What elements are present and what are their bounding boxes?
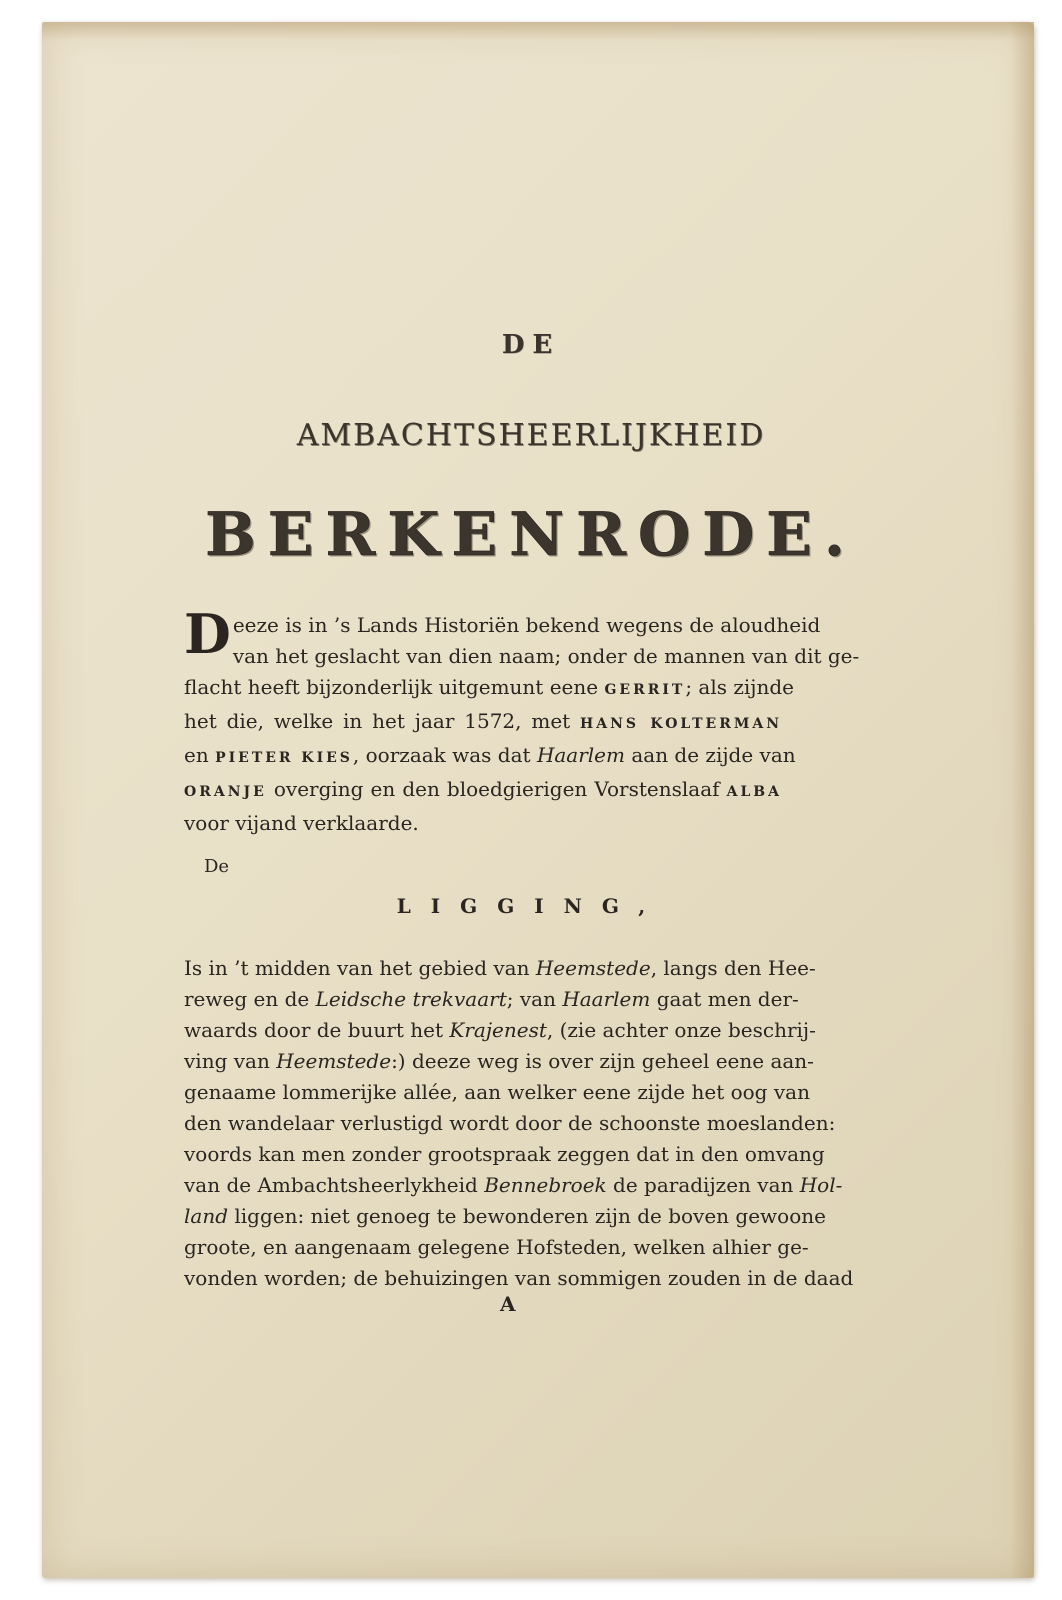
paragraph-2-line xyxy=(184,984,799,1015)
paragraph-1 xyxy=(184,602,860,839)
text-run: van het geslacht van dien naam; onder de mannen van dit ge- xyxy=(232,644,860,668)
italic-place-name: land xyxy=(184,1204,229,1228)
italic-place-name: Bennebroek xyxy=(484,1173,607,1197)
paragraph-1-line xyxy=(184,774,782,808)
text-run: van de Ambachtsheerlykheid xyxy=(184,1173,485,1197)
text-run: , oorzaak was dat xyxy=(352,743,537,767)
text-run: , (zie achter onze beschrij- xyxy=(546,1018,816,1042)
text-run: ; van xyxy=(506,987,563,1011)
text-run: den wandelaar verlustigd wordt door de schoonste moeslanden: xyxy=(184,1111,836,1135)
italic-place-name: Heemstede xyxy=(535,956,651,980)
text-run: vonden worden; de behuizingen van sommigen zouden in de daad xyxy=(184,1266,854,1290)
small-caps-name: GERRIT xyxy=(604,682,686,698)
italic-place-name: Heemstede xyxy=(276,1049,392,1073)
text-run: :) deeze weg is over zijn geheel eene aan- xyxy=(391,1049,814,1073)
small-caps-name: ORANJE xyxy=(184,784,267,800)
small-caps-name: ALBA xyxy=(726,784,782,800)
paragraph-2-line xyxy=(184,1046,814,1077)
title-line-1: AMBACHTSHEERLIJKHEID xyxy=(296,418,766,453)
small-caps-name: HANS KOLTERMAN xyxy=(580,716,782,732)
paragraph-2-line xyxy=(184,1232,809,1263)
paragraph-2-line xyxy=(184,1201,826,1232)
text-run: flacht heeft bijzonderlijk uitgemunt eene xyxy=(184,675,605,699)
text-run: liggen: niet genoeg te bewonderen zijn de boven gewoone xyxy=(228,1204,826,1228)
signature-mark: A xyxy=(500,1292,516,1316)
paragraph-1-lines xyxy=(184,602,860,839)
text-run: voor vijand verklaarde. xyxy=(184,811,419,835)
paragraph-2-line xyxy=(184,1170,843,1201)
text-run: voords kan men zonder grootspraak zeggen dat in den omvang xyxy=(184,1142,825,1166)
text-run: eeze is in ’s Lands Historiën bekend wegens de aloudheid xyxy=(232,613,821,637)
italic-place-name: Haarlem xyxy=(536,743,625,767)
text-run: de paradijzen van xyxy=(606,1173,800,1197)
title-de: DE xyxy=(501,330,561,360)
section-heading: LIGGING, xyxy=(396,894,666,918)
paragraph-1-line xyxy=(184,706,782,740)
text-run: aan de zijde van xyxy=(624,743,796,767)
paragraph-2-line xyxy=(184,1108,836,1139)
paragraph-1-line xyxy=(184,740,796,774)
text-run: genaame lommerijke allée, aan welker eene zijde het oog van xyxy=(184,1080,810,1104)
text-run: ving van xyxy=(184,1049,277,1073)
small-caps-name: PIETER KIES xyxy=(215,750,353,766)
text-run: waards door de buurt het xyxy=(184,1018,450,1042)
text-run: ; als zijnde xyxy=(685,675,795,699)
paragraph-2 xyxy=(184,953,854,1294)
paragraph-1-line xyxy=(184,672,795,706)
catchword: De xyxy=(204,856,230,877)
paragraph-2-line xyxy=(184,953,816,984)
text-run: gaat men der- xyxy=(650,987,799,1011)
text-run: Is in ’t midden van het gebied van xyxy=(184,956,536,980)
text-run: het die, welke in het jaar 1572, met xyxy=(184,709,581,733)
paragraph-2-lines xyxy=(184,953,854,1294)
italic-place-name: Hol- xyxy=(799,1173,843,1197)
paragraph-1-line xyxy=(184,610,821,641)
drop-cap: D xyxy=(184,602,231,666)
text-run: , langs den Hee- xyxy=(650,956,816,980)
italic-place-name: Haarlem xyxy=(562,987,651,1011)
paragraph-2-line xyxy=(184,1077,810,1108)
paragraph-2-line xyxy=(184,1015,816,1046)
italic-place-name: Leidsche trekvaart xyxy=(315,987,507,1011)
paragraph-1-line xyxy=(184,641,860,672)
paragraph-2-line xyxy=(184,1263,854,1294)
paragraph-1-line xyxy=(184,808,782,839)
text-run: en xyxy=(184,743,216,767)
text-run: overging en den bloedgierigen Vorstenslaaf xyxy=(266,777,727,801)
paragraph-2-line xyxy=(184,1139,825,1170)
text-run: reweg en de xyxy=(184,987,316,1011)
title-line-2: BERKENRODE. xyxy=(205,500,857,570)
italic-place-name: Krajenest xyxy=(449,1018,547,1042)
text-run: groote, en aangenaam gelegene Hofsteden, welken alhier ge- xyxy=(184,1235,809,1259)
